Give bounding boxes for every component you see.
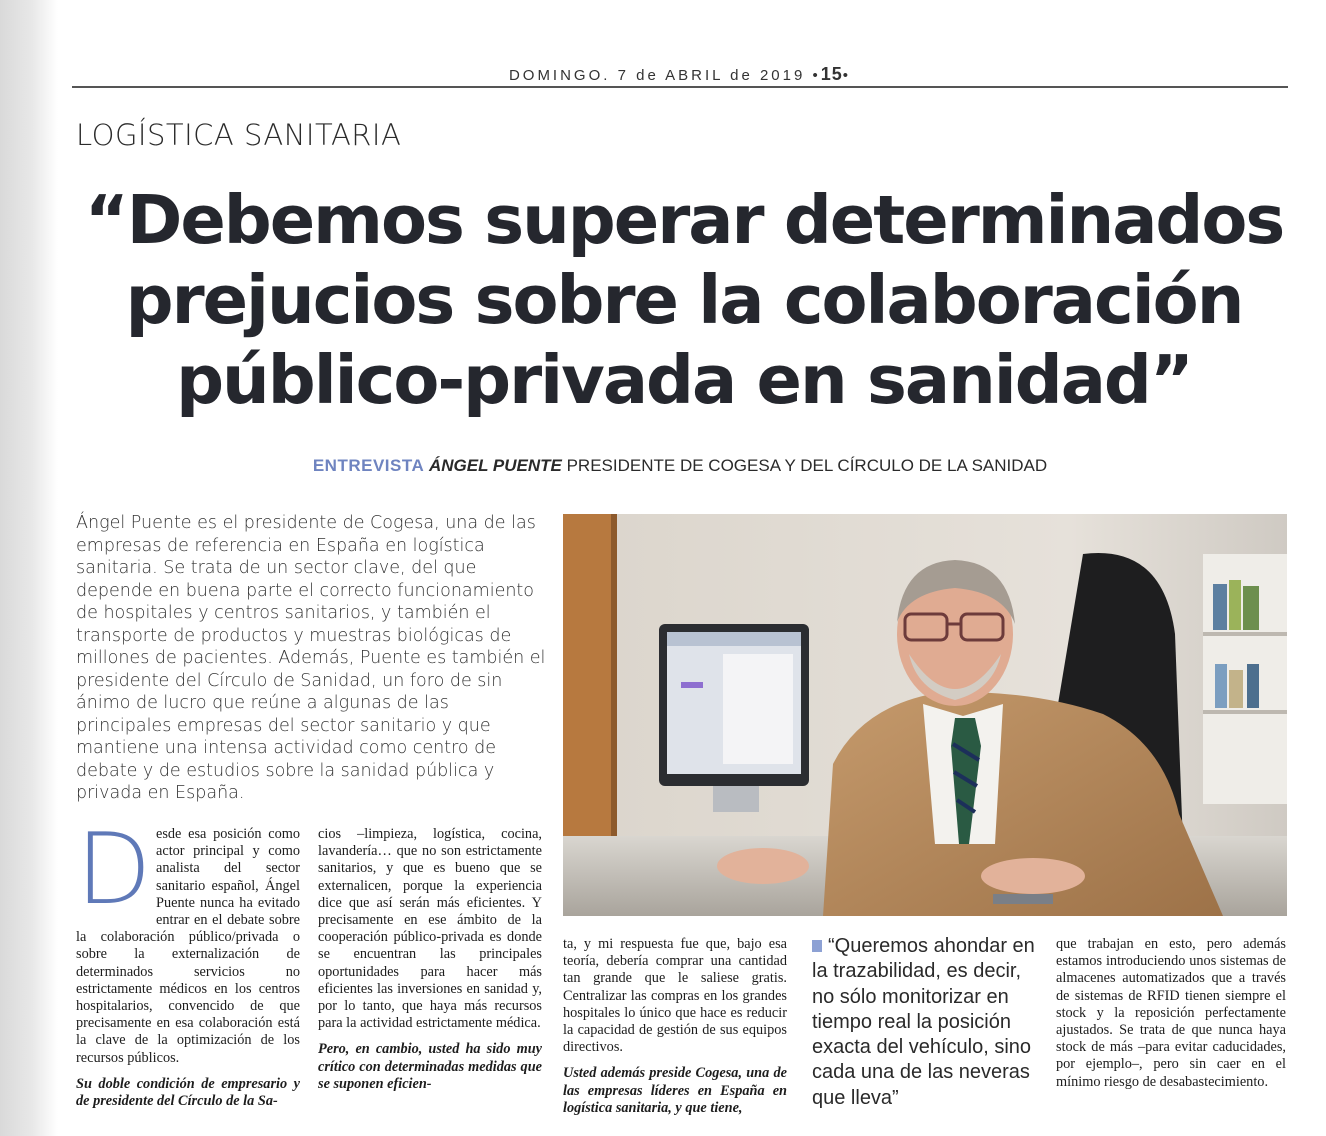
byline-name: ÁNGEL PUENTE	[428, 456, 562, 475]
byline-role: PRESIDENTE DE COGESA Y DEL CÍRCULO DE LA SANIDAD	[566, 456, 1048, 475]
body-column-2	[318, 826, 542, 1102]
pull-quote	[812, 934, 1042, 1111]
body-column-5	[1056, 936, 1286, 1100]
body-column-3	[563, 936, 787, 1126]
page-folio	[72, 64, 1288, 85]
body-column-2-question: Pero, en cambio, usted ha sido muy crítico con determinadas medidas que se suponen eficien-	[318, 1041, 542, 1092]
dropcap: D	[76, 826, 152, 927]
body-column-1	[76, 826, 300, 1119]
headline: “Debemos superar determinados prejucios sobre la colaboración público-privada en sanidad”	[84, 181, 1284, 419]
body-column-1-text: esde esa posición como actor principal y como analista del sector sanitario español, Ángel Puente nunca ha evitado entrar en el debate sobre la colaboración público/privada o sobre la externalización de determinados servicios no estrictamente médicos en los centros hospitalarios, convencido de que precisamente en esa colaboración está la clave de la optimización de los recursos públicos.	[76, 826, 300, 1066]
lead-paragraph: Ángel Puente es el presidente de Cogesa, una de las empresas de referencia en España en logística sanitaria. Se trata de un sector clave, del que depende en buena parte el correcto funcionamiento de hospitales y centros sanitarios, y también el transporte de productos y muestras biológicas de millones de pacientes. Además, Puente es también el presidente del Círculo de Sanidad, un foro de sin ánimo de lucro que reúne a algunas de las principales empresas del sector sanitario y que mantiene una intensa actividad como centro de debate y de estudios sobre la sanidad pública y privada en España.	[76, 513, 546, 803]
pull-quote-text: “Queremos ahondar en la trazabilidad, es decir, no sólo monitorizar en tiempo real la posición exacta del vehículo, sino cada una de las neveras que lleva”	[812, 935, 1035, 1109]
portrait-illustration	[563, 514, 1287, 916]
section-title: LOGÍSTICA SANITARIA	[76, 118, 402, 152]
folio-date: DOMINGO. 7 de ABRIL de 2019	[508, 67, 806, 84]
body-column-5-text: que trabajan en esto, pero además estamos introduciendo unos sistemas de almacenes automatizados que a través de sistemas de RFID tienen siempre el stock y la reposición perfectamente ajustados. Se trata de que nunca haya stock de más –para evitar caducidades, por ejemplo–, pero sin caer en el mínimo riesgo de desabastecimiento.	[1056, 936, 1286, 1090]
portrait-photo	[563, 514, 1287, 916]
header-rule	[72, 86, 1288, 88]
body-column-2-text: cios –limpieza, logística, cocina, lavandería… que no son estrictamente sanitarios, y que es bueno que se externalicen, porque la experiencia dice que así serán más eficientes. Y precisamente en ese ámbito de la cooperación público-privada es donde se encuentran las principales oportunidades para hacer más eficientes las inversiones en sanidad y, por lo tanto, que haya más recursos para la actividad estrictamente médica.	[318, 826, 542, 1032]
page-number: 15	[820, 64, 843, 84]
body-column-3-question: Usted además preside Cogesa, una de las empresas líderes en España en logística sanitaria, y que tiene,	[563, 1065, 787, 1116]
folio-dot-right: •	[842, 67, 852, 84]
byline	[72, 456, 1288, 476]
body-column-3-text: ta, y mi respuesta fue que, bajo esa teoría, debería comprar una cantidad tan grande que le saliese gratis. Centralizar las compras en los grandes hospitales lo único que hace es reducir la capacidad de gestión de sus equipos directivos.	[563, 936, 787, 1056]
folio-dot-left: •	[812, 67, 821, 84]
pull-quote-marker	[812, 940, 822, 952]
byline-kind: ENTREVISTA	[312, 456, 425, 475]
body-column-1-question: Su doble condición de empresario y de presidente del Círculo de la Sa-	[76, 1075, 300, 1110]
page-gutter-shadow	[0, 0, 58, 1136]
